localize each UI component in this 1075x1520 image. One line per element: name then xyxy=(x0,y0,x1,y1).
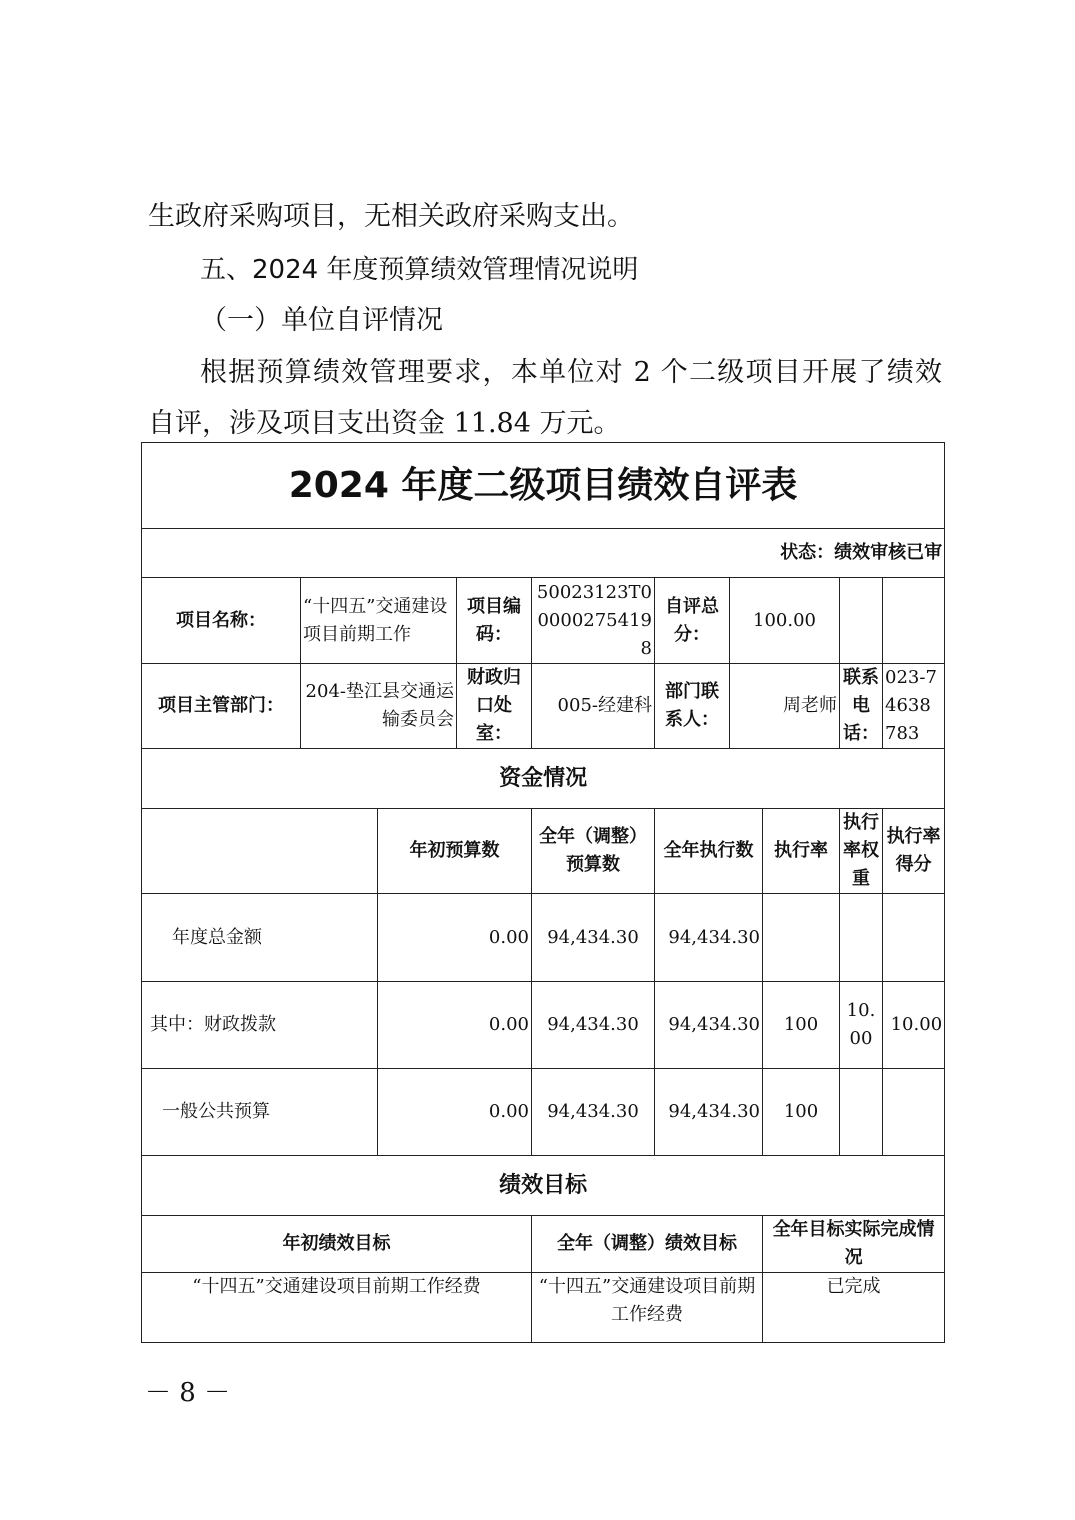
funds-row-weight xyxy=(840,1069,883,1156)
goals-section-title: 绩效目标 xyxy=(142,1156,945,1216)
table-row xyxy=(142,894,945,982)
dept-value: 204-垫江县交通运输委员会 xyxy=(301,664,457,749)
goals-header-adjusted: 全年（调整）绩效目标 xyxy=(532,1216,763,1273)
funds-row-executed: 94,434.30 xyxy=(655,982,763,1069)
goals-adjusted-value: “十四五”交通建设项目前期工作经费 xyxy=(532,1273,763,1343)
funds-row-rate: 100 xyxy=(763,1069,840,1156)
page-number: － 8 － xyxy=(145,1378,231,1408)
empty-cell xyxy=(883,578,945,664)
funds-row-weight: 10.00 xyxy=(840,982,883,1069)
funds-row-adjusted: 94,434.30 xyxy=(532,982,655,1069)
table-row xyxy=(142,982,945,1069)
funds-row-executed: 94,434.30 xyxy=(655,1069,763,1156)
goals-status-value: 已完成 xyxy=(763,1273,945,1343)
funds-row-weight xyxy=(840,894,883,982)
table-row xyxy=(142,1069,945,1156)
funds-header-blank xyxy=(142,809,378,894)
funds-row-adjusted: 94,434.30 xyxy=(532,894,655,982)
funds-header-rate: 执行率 xyxy=(763,809,840,894)
funds-row-executed: 94,434.30 xyxy=(655,894,763,982)
funds-row-initial: 0.00 xyxy=(378,894,532,982)
project-code-label: 项目编码： xyxy=(457,578,532,664)
funds-row-label: 其中：财政拨款 xyxy=(142,982,378,1069)
goals-header-status: 全年目标实际完成情况 xyxy=(763,1216,945,1273)
evaluation-table xyxy=(141,442,945,1343)
score-label: 自评总分： xyxy=(655,578,730,664)
table-row xyxy=(142,1273,945,1343)
funds-header-score: 执行率得分 xyxy=(883,809,945,894)
finance-label: 财政归口处室： xyxy=(457,664,532,749)
funds-row-label: 一般公共预算 xyxy=(142,1069,378,1156)
funds-row-initial: 0.00 xyxy=(378,982,532,1069)
finance-value: 005-经建科 xyxy=(532,664,655,749)
table-title: 2024 年度二级项目绩效自评表 xyxy=(142,443,945,529)
funds-row-rate xyxy=(763,894,840,982)
contact-value: 周老师 xyxy=(730,664,840,749)
phone-value: 023-74638783 xyxy=(883,664,945,749)
goals-initial-value: “十四五”交通建设项目前期工作经费 xyxy=(142,1273,532,1343)
paragraph-4-line-1: 根据预算绩效管理要求，本单位对 2 个二级项目开展了绩效 xyxy=(200,357,942,388)
funds-row-initial: 0.00 xyxy=(378,1069,532,1156)
paragraph-4-line-2: 自评，涉及项目支出资金 11.84 万元。 xyxy=(148,408,621,439)
contact-label: 部门联系人： xyxy=(655,664,730,749)
status-text: 状态：绩效审核已审 xyxy=(142,529,945,578)
funds-row-score xyxy=(883,1069,945,1156)
funds-header-executed: 全年执行数 xyxy=(655,809,763,894)
funds-row-rate: 100 xyxy=(763,982,840,1069)
phone-label: 联系电话： xyxy=(840,664,883,749)
funds-section-title: 资金情况 xyxy=(142,749,945,809)
project-name-value: “十四五”交通建设项目前期工作 xyxy=(301,578,457,664)
funds-row-score: 10.00 xyxy=(883,982,945,1069)
score-value: 100.00 xyxy=(730,578,840,664)
funds-header-adjusted: 全年（调整）预算数 xyxy=(532,809,655,894)
section-heading: 五、2024 年度预算绩效管理情况说明 xyxy=(200,255,639,285)
funds-header-weight: 执行率权重 xyxy=(840,809,883,894)
dept-label: 项目主管部门： xyxy=(142,664,301,749)
goals-header-initial: 年初绩效目标 xyxy=(142,1216,532,1273)
project-code-value: 50023123T000002754198 xyxy=(532,578,655,664)
paragraph-1: 生政府采购项目，无相关政府采购支出。 xyxy=(148,201,634,232)
funds-row-score xyxy=(883,894,945,982)
funds-row-adjusted: 94,434.30 xyxy=(532,1069,655,1156)
empty-cell xyxy=(840,578,883,664)
funds-header-initial: 年初预算数 xyxy=(378,809,532,894)
subsection-heading: （一）单位自评情况 xyxy=(200,305,443,336)
project-name-label: 项目名称： xyxy=(142,578,301,664)
funds-row-label: 年度总金额 xyxy=(142,894,378,982)
